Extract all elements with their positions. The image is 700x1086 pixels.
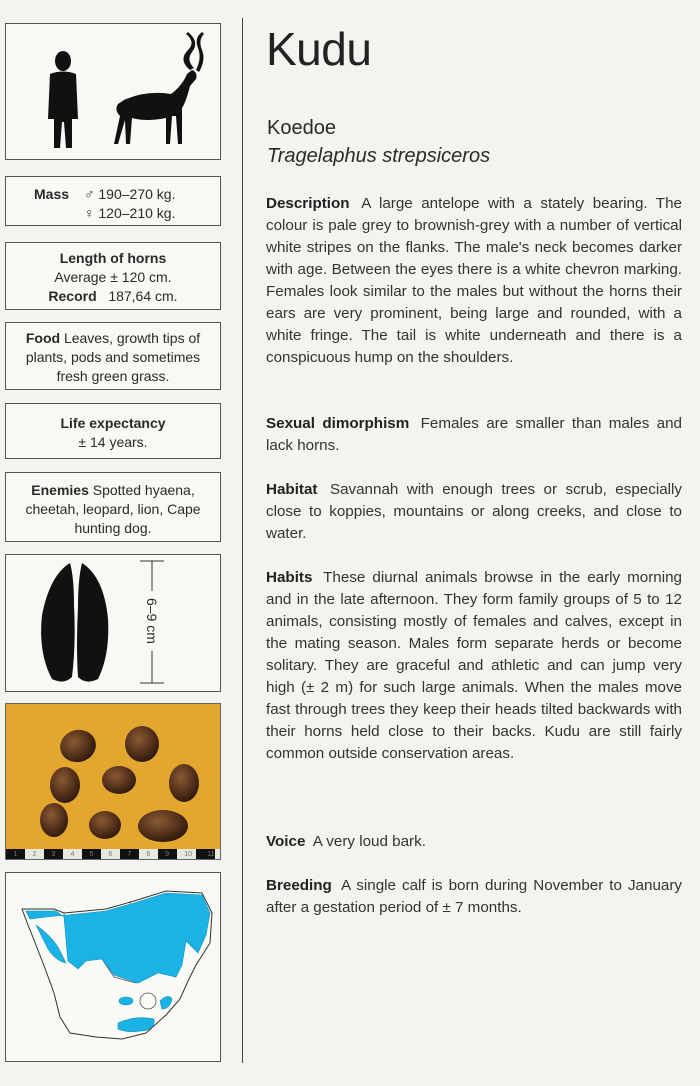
page-title: Kudu	[266, 23, 372, 75]
section-text: These diurnal animals browse in the early morning and in the late afternoon. They form family groups of 5 to 12 animals, consisting mostly of females and calves, except in the mating season. Males form separate herds or become solitary. They are graceful and athletic and can jump very high (± 2 m) for such large animals. When the males move fast through trees they keep their heads tilted backwards with their horns held close to their backs. Kudu are still fairly common outside conservation areas.	[266, 569, 682, 762]
ruler-number: 9	[165, 851, 170, 858]
afrikaans-name: Koedoe	[267, 117, 336, 139]
human-kudu-silhouette-icon	[6, 24, 220, 159]
section-voice	[266, 831, 682, 853]
ruler-number: 4	[70, 851, 75, 858]
ruler-number: 2	[32, 851, 37, 858]
enemies-text: Spotted hyaena, cheetah, leopard, lion, Cape hunting dog.	[25, 482, 201, 536]
section-habitat	[266, 479, 682, 545]
droppings-pellets-icon	[6, 704, 221, 860]
food-label: Food	[25, 330, 61, 346]
mass-female: ♀ 120–210 kg.	[84, 205, 176, 221]
enemies-box	[5, 472, 221, 542]
food-box	[5, 322, 221, 390]
section-description	[266, 193, 682, 369]
ruler-number: 8	[146, 851, 151, 858]
section-heading: Voice	[266, 833, 306, 850]
droppings-photo	[5, 703, 221, 860]
life-label: Life expectancy	[60, 415, 166, 431]
spoor-size-label: 6–9 cm	[144, 598, 160, 644]
section-heading: Breeding	[266, 877, 332, 894]
horns-average: Average ± 120 cm.	[54, 269, 172, 285]
section-heading: Habitat	[266, 481, 318, 498]
food-text: Leaves, growth tips of plants, pods and sometimes fresh green grass.	[25, 330, 201, 384]
hoof-print-icon	[6, 555, 220, 691]
ruler-number: 3	[51, 851, 56, 858]
enemies-label: Enemies	[31, 482, 89, 498]
size-comparison-figure	[5, 23, 221, 160]
section-sexual-dimorphism	[266, 413, 682, 457]
mass-box	[5, 176, 221, 226]
section-text: A very loud bark.	[312, 833, 426, 850]
mass-label: Mass	[34, 186, 70, 202]
horns-box	[5, 242, 221, 310]
life-expectancy-box	[5, 403, 221, 459]
section-habits	[266, 567, 682, 765]
section-text: Females are smaller than males and lack horns.	[266, 415, 682, 454]
spoor-box	[5, 554, 221, 692]
ruler-number: 1	[13, 851, 18, 858]
column-divider	[242, 18, 243, 1063]
life-value: ± 14 years.	[78, 434, 148, 450]
distribution-map	[5, 872, 221, 1062]
horns-label: Length of horns	[59, 250, 167, 266]
ruler-number: 7	[127, 851, 132, 858]
horns-record-value: 187,64 cm.	[108, 288, 178, 304]
section-text: Savannah with enough trees or scrub, especially close to koppies, mountains or along creeks, and close to water.	[266, 481, 682, 542]
section-text: A large antelope with a stately bearing. The colour is pale grey to brownish-grey with a number of vertical white stripes on the flanks. The male's neck becomes darker with age. Between the eyes there is a white chevron marking. Females look similar to the males but without the horns their ears are very prominent, being large and rounded, with a white fringe. The tail is white underneath and there is a conspicuous hump on the shoulders.	[266, 195, 682, 366]
section-heading: Description	[266, 195, 350, 212]
section-heading: Sexual dimorphism	[266, 415, 410, 432]
horns-record-label: Record	[48, 288, 97, 304]
ruler-number: 6	[108, 851, 113, 858]
mass-male: ♂ 190–270 kg.	[84, 186, 176, 202]
scientific-name: Tragelaphus strepsiceros	[267, 145, 491, 167]
ruler-number: 10	[184, 851, 193, 858]
southern-africa-map-icon	[6, 873, 220, 1061]
section-text: A single calf is born during November to January after a gestation period of ± 7 months.	[266, 877, 682, 916]
ruler-number: 11	[207, 851, 215, 858]
section-breeding	[266, 875, 682, 919]
scale-ruler	[6, 850, 221, 860]
section-heading: Habits	[266, 569, 313, 586]
ruler-number: 5	[89, 851, 94, 858]
